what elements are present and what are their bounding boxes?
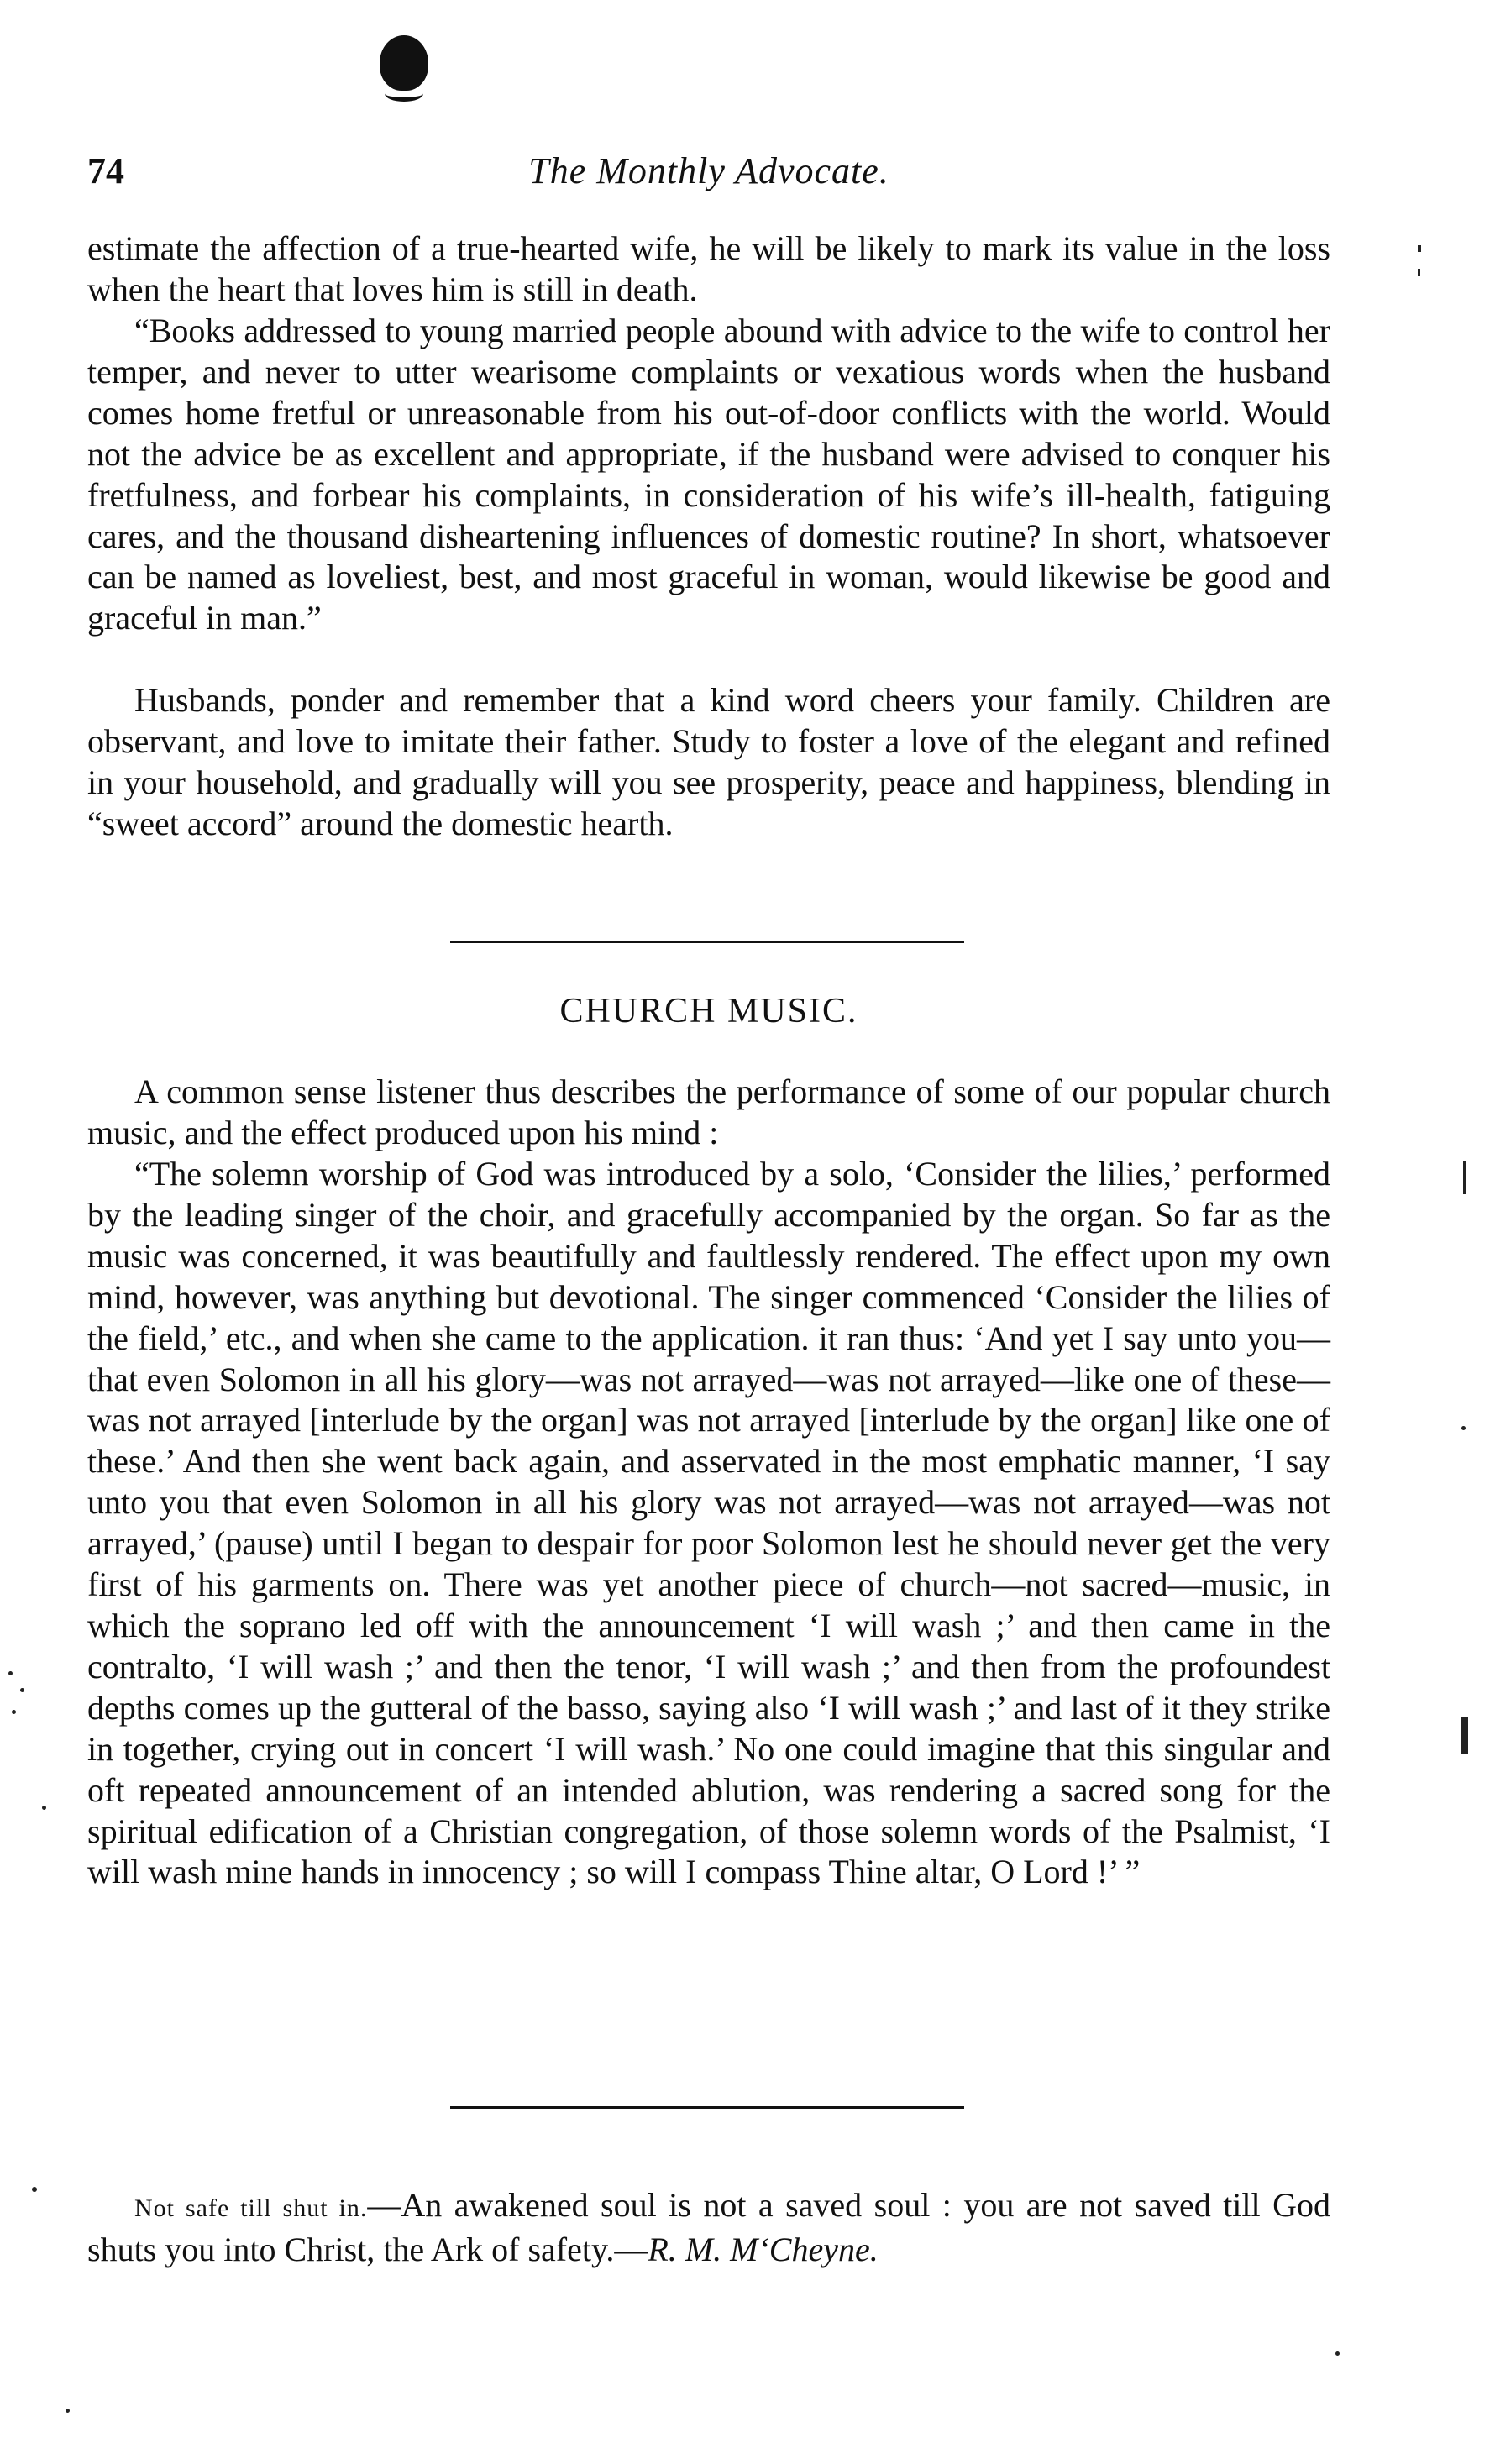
paragraph-continued: estimate the affection of a true-hearted wife, he will be likely to mark its value in the loss when the heart that loves him is still in death. [87, 229, 1330, 308]
page-number: 74 [87, 150, 124, 191]
scan-speck [32, 2187, 37, 2192]
page-header [87, 149, 1330, 200]
paragraph-church-quote: “The solemn worship of God was introduced by a solo, ‘Consider the lilies,’ performed by the leading singer of the choir, and gracefully accompanied by the organ. So far as the music was concerned, it was beautifully and faultlessly rendered. The effect upon my own mind, however, was anything but devotional. The singer commenced ‘Consider the lilies of the field,’ etc., and when she came to the application. it ran thus: ‘And yet I say unto you—that even Solomon in all his glory—was not arrayed—was not arrayed—like one of these—was not arrayed [interlude by the organ] was not arrayed [interlude by the organ] like one of these.’ And then she went back again, and asservated in the most emphatic manner, ‘I say unto you that even Solomon in all his glory was not arrayed—was not arrayed—was not arrayed,’ (pause) until I began to despair for poor Solomon lest he should never get the very first of his garments on. There was yet another piece of church—not sacred—music, in which the soprano led off with the announcement ‘I will wash ;’ and then came in the contralto, ‘I will wash ;’ and then the tenor, ‘I will wash ;’ and then from the profoundest depths comes up the gutteral of the basso, saying also ‘I will wash ;’ and last of it they strike in together, crying out in concert ‘I will wash.’ No one could imagine that this singular and oft repeated announcement of an intended ablution, was rendering a sacred song for the spiritual edification of a Christian congregation, of those solemn words of the Psalmist, ‘I will wash mine hands in innocency ; so will I compass Thine altar, O Lord !’ ” [87, 1155, 1330, 1891]
paragraph-books-quote: “Books addressed to young married people abound with advice to the wife to control her temper, and never to utter wearisome complaints or vexatious words when the husband comes home fretful or unreasonable from his out-of-door conflicts with the world. Would not the advice be as excellent and appropriate, if the husband were advised to conquer his fretfulness, and forbear his complaints, in consideration of his wife’s ill-health, fatiguing cares, and the thousand disheartening influences of domestic routine? In short, whatsoever can be named as loveliest, best, and most graceful in woman, would likewise be good and graceful in man.” [87, 312, 1330, 637]
section-title-church-music: CHURCH MUSIC. [559, 992, 858, 1030]
scan-speck [1335, 2351, 1340, 2356]
scan-speck [8, 1671, 13, 1675]
scan-speck [66, 2409, 70, 2413]
scan-speck [1461, 1426, 1466, 1430]
running-title: The Monthly Advocate. [528, 150, 889, 191]
scan-speck [1463, 1161, 1466, 1194]
scan-speck [20, 1688, 24, 1692]
footnote-text: —An awakened soul is not a saved soul : you are not saved till God shuts you into Christ, the Ark of safety.— [87, 2186, 1330, 2268]
ink-blot [380, 35, 428, 91]
section-divider [450, 941, 964, 943]
paragraph-church-intro: A common sense listener thus describes the performance of some of our popular church music, and the effect produced upon his mind : [87, 1072, 1330, 1151]
scan-speck [1418, 245, 1421, 252]
paragraph-husbands: Husbands, ponder and remember that a kind word cheers your family. Children are observant, and love to imitate their father. Study to foster a love of the elegant and refined in your household, and gradually will you see prosperity, peace and happiness, blending in “sweet accord” around the domestic hearth. [87, 681, 1330, 842]
footnote-attribution: R. M. M‘Cheyne. [648, 2230, 879, 2268]
scan-speck [1418, 269, 1420, 276]
scan-speck [1461, 1717, 1468, 1754]
footnote-lead: Not safe till shut in. [134, 2194, 368, 2222]
scan-speck [12, 1710, 16, 1714]
scan-speck [42, 1806, 46, 1810]
footnote-paragraph [87, 2185, 1330, 2311]
section-divider-2 [450, 2106, 964, 2109]
